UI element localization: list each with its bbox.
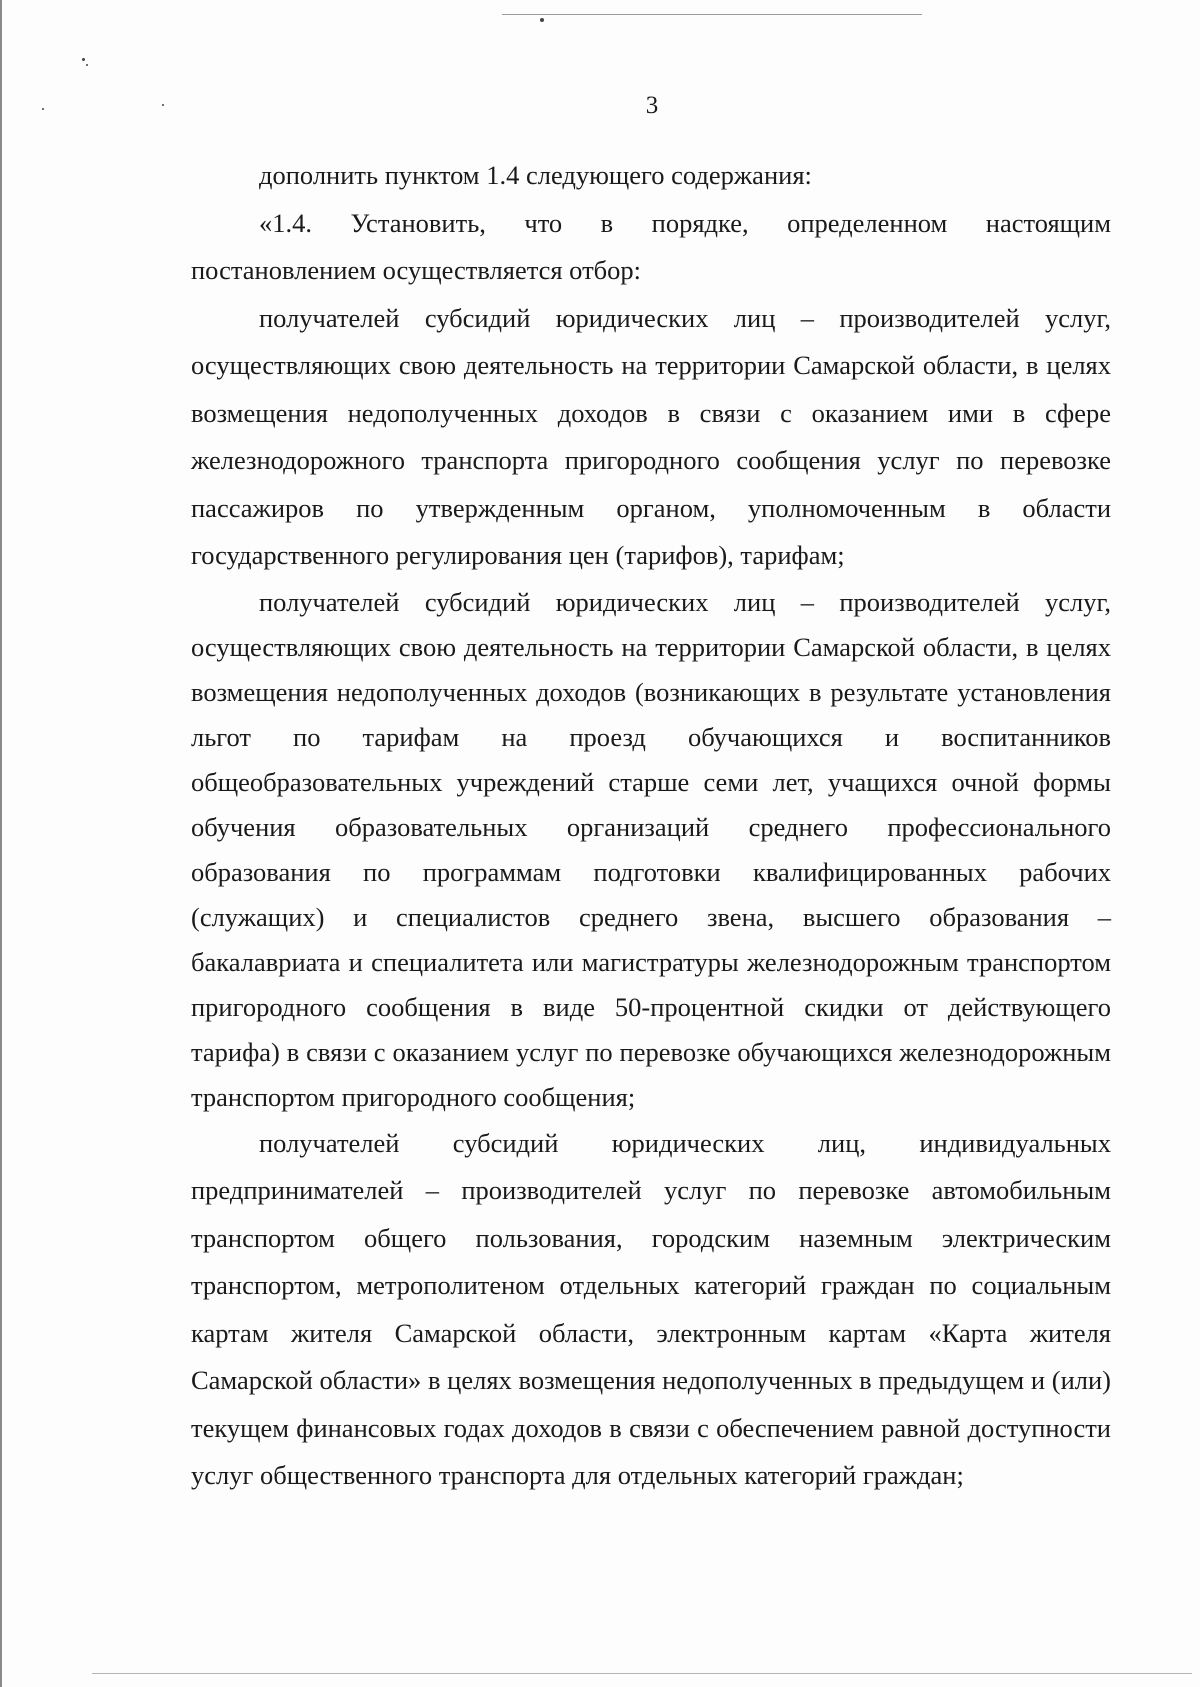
paragraph-social-cards: получателей субсидий юридических лиц, индивидуальных предпринимателей – производителей услуг по перевозке автомобильным транспортом общего пользования, городским наземным электрическим транспортом, метрополитеном отдельных категорий граждан по социальным картам жителя Самарской области, электронным картам «Карта жителя Самарской области» в целях возмещения недополученных в предыдущем и (или) текущем финансовых годах доходов в связи с обеспечением равной доступности услуг общественного транспорта для отдельных категорий граждан; [191, 1127, 1111, 1490]
paragraph-clause-1-4: «1.4. Установить, что в порядке, определенном настоящим постановлением осуществляется отбор: [191, 207, 1111, 285]
scan-artifact-line [92, 1673, 1192, 1674]
scan-speck [82, 58, 85, 61]
page-number: 3 [645, 92, 659, 119]
paragraph-railway-students: получателей субсидий юридических лиц – производителей услуг, осуществляющих свою деятельность на территории Самарской области, в целях возмещения недополученных доходов (возникающих в результате установления льгот по тарифам на проезд обучающихся и воспитанников общеобразовательных учреждений старше семи лет, учащихся очной формы обучения образовательных организаций среднего профессионального образования по программам подготовки квалифицированных рабочих (служащих) и специалистов среднего звена, высшего образования – бакалавриата и специалитета или магистратуры железнодорожным транспортом пригородного сообщения в виде 50-процентной скидки от действующего тарифа) в связи с оказанием услуг по перевозке обучающихся железнодорожным транспортом пригородного сообщения; [191, 586, 1111, 1112]
scan-artifact-line [502, 14, 922, 15]
scan-speck [86, 64, 88, 66]
paragraph-amendment-intro: дополнить пунктом 1.4 следующего содержания: [259, 160, 812, 190]
scan-speck [540, 18, 544, 22]
paragraph-railway-passengers: получателей субсидий юридических лиц – производителей услуг, осуществляющих свою деятельность на территории Самарской области, в целях возмещения недополученных доходов в связи с оказанием ими в сфере железнодорожного транспорта пригородного сообщения услуг по перевозке пассажиров по утвержденным органом, уполномоченным в области государственного регулирования цен (тарифов), тарифам; [191, 302, 1111, 570]
document-body [191, 152, 1111, 1500]
